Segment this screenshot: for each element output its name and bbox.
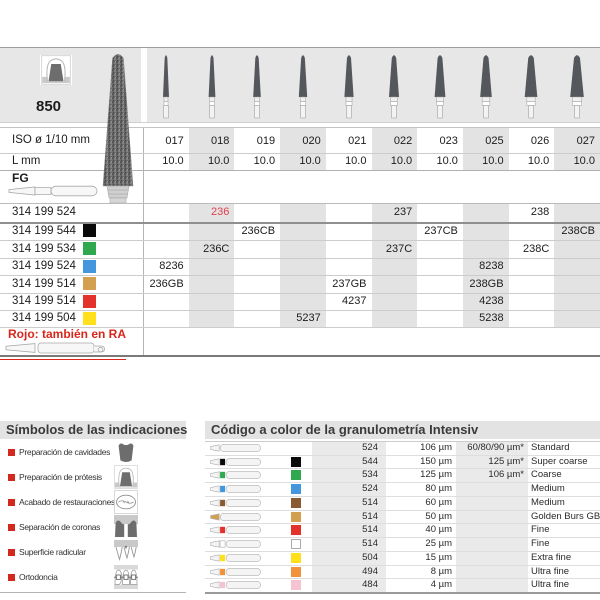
tip-ref-cell: 238GB [469,277,504,290]
tip-ref-cell: 5238 [479,311,504,324]
grit-size-cell: 15 µm [425,551,452,563]
grit-color-swatch [291,553,301,563]
symbol-bullet [8,524,15,531]
length-cell: 10.0 [436,154,458,167]
grit-bur-icon [207,567,265,577]
grit-color-swatch [291,512,301,522]
grit-name-cell: Fine [531,524,550,536]
length-cell: 10.0 [299,154,321,167]
grit-code-cell: 544 [362,455,378,467]
tip-ref-cell: 237 [393,206,413,218]
grit-color-swatch [291,498,301,508]
tip-ref-cell: 237C [385,242,413,255]
grid-line [0,170,600,171]
grit-bur-icon [207,457,265,467]
grit-size-cell: 60 µm [425,496,452,508]
grit-table-bottom-line [205,592,600,594]
iso-size-cell: 020 [302,135,321,147]
length-cell: 10.0 [345,154,367,167]
tip-ref-cell: 4238 [479,294,504,307]
symbol-label: Superficie radicular [19,547,86,557]
symbol-bullet [8,549,15,556]
grit-ring-swatch [83,242,96,255]
grit-alt-size-cell: 106 µm* [488,469,524,481]
tip-ref-cell: 4237 [342,294,367,307]
ra-bur-icon [5,341,107,355]
tip-ref-cell: 236CB [241,224,276,237]
grid-line [0,275,600,276]
grit-bur-icon [207,484,265,494]
grit-name-cell: Medium [531,496,565,508]
length-cell: 10.0 [573,154,595,167]
grit-name-cell: Standard [531,442,570,453]
iso-row-label: ISO ø 1/10 mm [12,134,90,146]
grit-color-swatch [291,539,301,549]
symbols-section-title: Símbolos de las indicaciones [0,421,186,439]
bur-photo [156,50,176,120]
grit-name-cell: Medium [531,483,565,495]
bur-photo [202,50,222,120]
iso-size-cell: 018 [211,135,230,147]
fg-bur-icon [8,184,100,198]
symbol-bullet [8,449,15,456]
iso-size-cell: 025 [485,135,504,147]
grit-section-title: Código a color de la granulometría Intensiv [205,421,600,439]
grit-code-cell: 534 [362,469,378,481]
grit-alt-size-cell: 60/80/90 µm* [467,442,524,453]
grit-ring-swatch [83,312,96,325]
cavity-prep-icon [114,440,138,464]
grit-size-cell: 125 µm [420,469,452,481]
grit-color-swatch [291,484,301,494]
symbol-label: Preparación de prótesis [19,472,102,482]
grit-size-cell: 40 µm [425,524,452,536]
grit-bur-icon [207,498,265,508]
grit-bur-icon [207,580,265,590]
symbol-label: Separación de coronas [19,522,101,532]
table-bottom-line [0,355,600,357]
grit-size-cell: 106 µm [420,442,452,453]
iso-size-cell: 021 [348,135,367,147]
grit-color-swatch [291,525,301,535]
grit-name-cell: Ultra fine [531,579,570,591]
length-cell: 10.0 [527,154,550,167]
tip-ref-cell: 236C [203,242,230,255]
red-note: Rojo: también en RA [8,327,127,341]
iso-size-cell: 019 [256,135,276,147]
grit-ring-swatch [83,224,96,237]
grit-code-cell: 514 [362,538,378,550]
bur-photo [476,50,496,120]
order-code: 314 199 524 [12,259,76,272]
grit-ring-swatch [83,260,96,273]
grit-size-cell: 25 µm [425,538,452,550]
grid-line [0,327,600,328]
red-underline [0,359,126,361]
grit-bur-icon [207,443,265,453]
order-code: 314 199 514 [12,294,76,307]
order-code: 314 199 524 [12,206,76,218]
bur-photo [521,50,541,120]
grit-name-cell: Coarse [531,469,562,481]
grid-line [0,258,600,259]
grit-ring-swatch [83,277,96,290]
symbol-label: Preparación de cavidades [19,447,111,457]
grit-size-cell: 150 µm [420,455,452,467]
grit-code-cell: 484 [362,579,378,591]
symbol-bullet [8,499,15,506]
grit-bur-icon [207,539,265,549]
tip-ref-cell: 238 [530,206,550,218]
symbol-label: Ortodoncia [19,572,58,582]
iso-size-cell: 022 [393,135,413,147]
symbol-bullet [8,574,15,581]
root-surface-icon [114,540,138,564]
tip-ref-cell: 237GB [332,277,367,290]
iso-size-cell: 026 [530,135,550,147]
bur-photo [293,50,313,120]
grit-name-cell: Golden Burs GB [531,510,600,522]
shank-type-label: FG [12,171,29,185]
length-cell: 10.0 [162,154,184,167]
grit-code-cell: 524 [362,442,378,453]
tip-ref-cell: 236GB [149,277,184,290]
grit-color-swatch [291,470,301,480]
orthodontics-icon [114,565,138,589]
grit-bur-icon [207,470,265,480]
family-code: 850 [36,98,62,115]
symbols-bottom-line [0,592,186,593]
tip-ref-cell: 8236 [159,259,184,272]
order-code: 314 199 504 [12,311,76,324]
grit-color-swatch [291,457,301,467]
order-code: 314 199 544 [12,224,76,237]
bur-photo [384,50,404,120]
symbol-bullet [8,474,15,481]
grit-ring-swatch [83,295,96,308]
iso-size-cell: 023 [439,135,458,147]
order-code: 314 199 534 [12,242,76,255]
featured-bur-image [100,49,136,203]
grit-alt-size-cell: 125 µm* [488,455,524,467]
grit-bur-icon [207,553,265,563]
prosthesis-prep-icon [114,465,138,489]
grit-name-cell: Extra fine [531,551,572,563]
order-code: 314 199 514 [12,277,76,290]
tip-ref-cell: 238C [522,242,550,255]
grit-bur-icon [207,512,265,522]
grit-name-cell: Fine [531,538,550,550]
tip-ref-cell: 238CB [561,224,595,237]
grit-size-cell: 8 µm [430,565,452,577]
length-row-label: L mm [12,154,41,167]
length-cell: 10.0 [482,154,504,167]
grit-code-cell: 494 [362,565,378,577]
grit-size-cell: 50 µm [425,510,452,522]
grit-name-cell: Super coarse [531,455,588,467]
tip-ref-cell: 8238 [479,259,504,272]
grit-size-cell: 80 µm [425,483,452,495]
length-cell: 10.0 [253,154,276,167]
grit-code-cell: 504 [362,551,378,563]
tip-ref-cell: 236 [211,206,230,218]
grit-code-cell: 514 [362,496,378,508]
prosthesis-prep-icon [40,55,72,85]
bur-photo [430,50,450,120]
length-cell: 10.0 [390,154,413,167]
grit-size-cell: 4 µm [430,579,452,591]
grit-code-cell: 524 [362,483,378,495]
bur-photo [247,50,267,120]
crown-separation-icon [114,515,138,539]
restoration-finishing-icon [114,490,138,514]
grit-code-cell: 514 [362,524,378,536]
iso-size-cell: 017 [165,135,184,147]
grid-line [0,293,600,294]
bur-photo [567,50,587,120]
length-cell: 10.0 [207,154,230,167]
grit-color-swatch [291,580,301,590]
bur-photo [339,50,359,120]
tip-ref-cell: 5237 [296,311,321,324]
grit-bur-icon [207,525,265,535]
iso-size-cell: 027 [576,135,595,147]
symbol-label: Acabado de restauraciones [19,497,115,507]
grit-color-swatch [291,567,301,577]
grit-code-cell: 514 [362,510,378,522]
grit-name-cell: Ultra fine [531,565,570,577]
tip-ref-cell: 237CB [424,224,458,237]
